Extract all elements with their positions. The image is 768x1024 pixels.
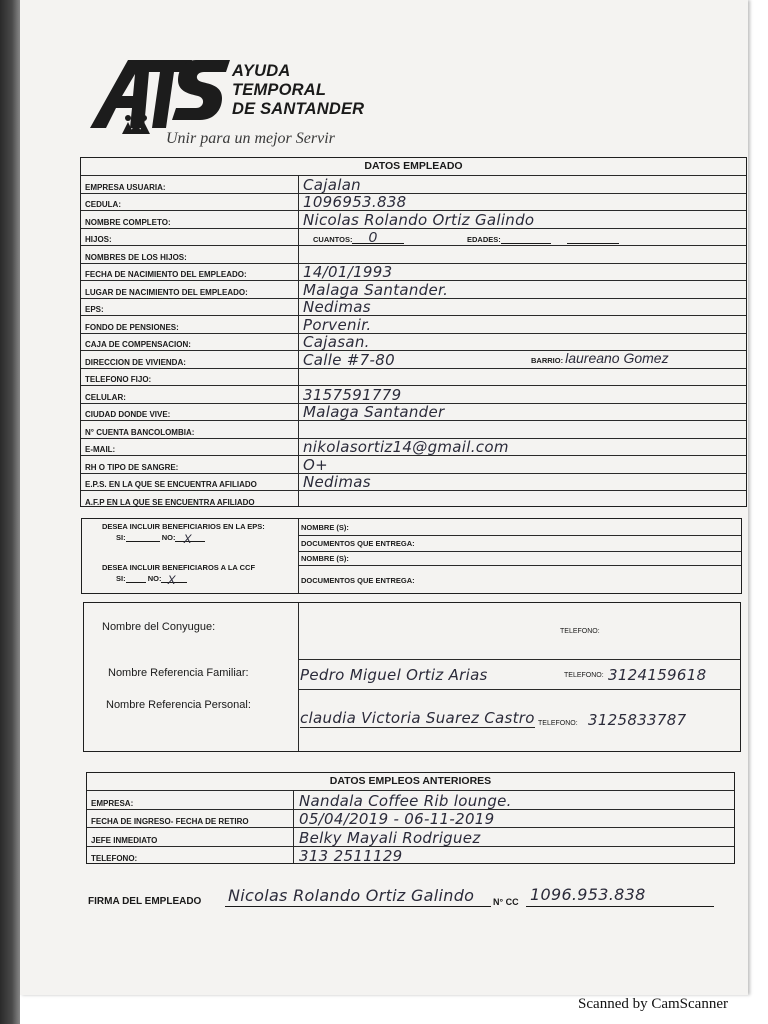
cuantos-value: 0 — [368, 229, 377, 246]
edades-field-2[interactable] — [567, 243, 619, 244]
employee-field-label: CIUDAD DONDE VIVE: — [85, 410, 171, 419]
previous-job-field-value: 313 2511129 — [299, 847, 403, 865]
conyugue-telefono-label: TELEFONO: — [560, 628, 600, 635]
employee-field-row[interactable] — [81, 245, 746, 264]
employee-field-row[interactable] — [81, 280, 746, 299]
personal-telefono-label: TELEFONO: — [538, 720, 578, 727]
employee-field-label: CEDULA: — [85, 200, 121, 209]
employee-field-value: nikolasortiz14@gmail.com — [303, 438, 509, 456]
employee-field-row[interactable] — [81, 210, 746, 229]
previous-job-field-label: TELEFONO: — [91, 854, 138, 863]
conyugue-field[interactable] — [298, 603, 740, 660]
eps-no-field[interactable] — [175, 532, 205, 546]
employee-field-value: Calle #7-80 — [303, 350, 395, 369]
employee-field-label: TELEFONO FIJO: — [85, 375, 152, 384]
eps-si-no — [116, 532, 205, 546]
employee-field-value: Malaga Santander — [303, 403, 445, 421]
employee-field-row[interactable] — [81, 193, 746, 212]
ccf-documentos-label: DOCUMENTOS QUE ENTREGA: — [301, 576, 415, 585]
personal-telefono: 3125833787 — [588, 711, 687, 729]
previous-job-field-value: Nandala Coffee Rib lounge. — [299, 791, 512, 810]
edades-field-1[interactable] — [501, 243, 551, 244]
firma-row — [88, 880, 728, 910]
edades-label: EDADES: — [467, 235, 501, 244]
logo-line-3: DE SANTANDER — [232, 100, 365, 118]
previous-job-field-row[interactable] — [87, 790, 734, 810]
cc-value: 1096.953.838 — [530, 885, 646, 904]
personal-field[interactable] — [298, 689, 740, 751]
company-logo — [80, 56, 400, 156]
employee-field-value: 3157591779 — [303, 385, 402, 404]
employee-field-label: FECHA DE NACIMIENTO DEL EMPLEADO: — [85, 270, 247, 279]
beneficiarios-section — [81, 518, 742, 594]
employee-field-row[interactable] — [81, 490, 746, 508]
cuantos-field[interactable] — [352, 229, 404, 246]
employee-field-label: DIRECCION DE VIVIENDA: — [85, 357, 186, 367]
employee-field-label: NOMBRE COMPLETO: — [85, 217, 171, 227]
employee-field-row[interactable] — [81, 403, 746, 422]
ccf-nombres-row[interactable] — [298, 551, 741, 566]
barrio-value[interactable]: laureano Gomez — [565, 349, 669, 366]
previous-job-field-label: EMPRESA: — [91, 798, 134, 808]
form-page — [20, 0, 748, 995]
employee-field-row[interactable] — [81, 175, 746, 194]
previous-job-field-row[interactable] — [87, 809, 734, 829]
employee-field-label: NOMBRES DE LOS HIJOS: — [85, 252, 187, 262]
employee-field-value: Malaga Santander. — [303, 280, 449, 299]
employee-field-row[interactable] — [81, 473, 746, 492]
employee-field-value: O+ — [303, 455, 328, 474]
employee-field-value: 14/01/1993 — [303, 263, 393, 281]
datos-empleado-section — [80, 157, 747, 507]
employee-field-value: Cajasan. — [303, 333, 370, 351]
datos-empleado-title: DATOS EMPLEADO — [81, 158, 746, 176]
familiar-name: Pedro Miguel Ortiz Arias — [300, 666, 488, 684]
employee-field-row[interactable] — [81, 263, 746, 282]
eps-nombres-row[interactable] — [298, 519, 741, 536]
employee-field-row[interactable] — [81, 420, 746, 439]
employee-field-value: Nedimas — [303, 473, 371, 491]
ccf-si-no — [116, 573, 187, 587]
ccf-nombres-label: NOMBRE (S): — [301, 554, 349, 563]
previous-job-field-row[interactable] — [87, 827, 734, 847]
ccf-no-mark: X — [167, 573, 176, 587]
familiar-label: Nombre Referencia Familiar: — [108, 667, 249, 679]
firma-line[interactable] — [225, 906, 491, 907]
barrio-label: BARRIO: — [531, 355, 564, 365]
ccf-no-field[interactable] — [161, 573, 187, 587]
logo-wordmark — [232, 62, 364, 119]
cc-label: N° CC — [493, 897, 519, 907]
personal-label: Nombre Referencia Personal: — [106, 699, 251, 711]
employee-field-label: EMPRESA USUARIA: — [85, 182, 166, 192]
employee-field-row[interactable] — [81, 333, 746, 352]
ccf-beneficiarios-question: DESEA INCLUIR BENEFICIAROS A LA CCF — [102, 563, 256, 572]
previous-job-field-row[interactable] — [87, 846, 734, 865]
referencias-section — [83, 602, 741, 752]
eps-si-label: SI: — [116, 533, 126, 542]
employee-field-row[interactable] — [81, 385, 746, 404]
employee-field-label: CELULAR: — [85, 392, 126, 402]
cc-line[interactable] — [526, 906, 714, 907]
employee-field-label: E-MAIL: — [85, 445, 116, 454]
employee-field-row[interactable] — [81, 455, 746, 474]
employee-field-row[interactable] — [81, 315, 746, 334]
ccf-documentos-row[interactable] — [298, 565, 741, 593]
employee-field-value: 1096953.838 — [303, 193, 407, 211]
employee-field-value: Nedimas — [303, 298, 371, 316]
previous-job-field-label: FECHA DE INGRESO- FECHA DE RETIRO — [91, 817, 249, 826]
personal-name: claudia Victoria Suarez Castro — [300, 709, 535, 727]
employee-field-row[interactable] — [81, 350, 746, 369]
ccf-no-label: NO: — [147, 574, 162, 583]
previous-job-field-value: 05/04/2019 - 06-11-2019 — [299, 810, 495, 828]
camscanner-watermark: Scanned by CamScanner — [578, 996, 728, 1012]
employee-field-value: Nicolas Rolando Ortiz Galindo — [303, 210, 535, 229]
familiar-telefono: 3124159618 — [608, 666, 707, 684]
empleos-anteriores-title: DATOS EMPLEOS ANTERIORES — [87, 773, 734, 791]
logo-line-2: TEMPORAL — [232, 81, 327, 99]
eps-no-label: NO: — [161, 533, 176, 542]
logo-line-1: AYUDA — [232, 62, 291, 80]
employee-field-value: Cajalan — [303, 175, 361, 194]
familiar-telefono-label: TELEFONO: — [564, 672, 604, 679]
familiar-field[interactable] — [298, 659, 740, 690]
employee-field-label: A.F.P EN LA QUE SE ENCUENTRA AFILIADO — [85, 497, 255, 507]
ccf-si-label: SI: — [116, 574, 126, 583]
barrio — [531, 350, 669, 366]
empleos-anteriores-section — [86, 772, 735, 864]
scan-edge-shadow — [0, 0, 20, 1024]
employee-field-row[interactable] — [81, 438, 746, 457]
previous-job-field-value: Belky Mayali Rodriguez — [299, 828, 481, 847]
ats-logo-mark — [80, 56, 230, 136]
employee-field-label: E.P.S. EN LA QUE SE ENCUENTRA AFILIADO — [85, 480, 257, 489]
employee-field-row[interactable] — [81, 298, 746, 317]
firma-label: FIRMA DEL EMPLEADO — [88, 896, 202, 907]
hijos-edades — [467, 235, 619, 244]
employee-field-label: N° CUENTA BANCOLOMBIA: — [85, 427, 195, 437]
eps-nombres-label: NOMBRE (S): — [301, 523, 349, 532]
employee-field-label: RH O TIPO DE SANGRE: — [85, 462, 179, 472]
employee-field-value: Porvenir. — [303, 315, 372, 334]
employee-field-label: FONDO DE PENSIONES: — [85, 322, 179, 332]
employee-field-row[interactable] — [81, 228, 746, 247]
eps-si-field[interactable] — [126, 541, 160, 542]
employee-field-label: EPS: — [85, 305, 104, 314]
eps-beneficiarios-question: DESEA INCLUIR BENEFICIARIOS EN LA EPS: — [102, 522, 265, 531]
hijos-cuantos — [313, 229, 404, 246]
employee-field-label: LUGAR DE NACIMIENTO DEL EMPLEADO: — [85, 287, 248, 297]
employee-field-label: HIJOS: — [85, 235, 112, 244]
eps-no-mark: X — [183, 532, 192, 546]
ccf-si-field[interactable] — [126, 582, 146, 583]
previous-job-field-label: JEFE INMEDIATO — [91, 835, 158, 845]
eps-documentos-row[interactable] — [298, 535, 741, 552]
cuantos-label: CUANTOS: — [313, 235, 353, 244]
employee-field-row[interactable] — [81, 368, 746, 387]
eps-documentos-label: DOCUMENTOS QUE ENTREGA: — [301, 539, 415, 548]
logo-slogan: Unir para un mejor Servir — [166, 130, 335, 147]
conyugue-label: Nombre del Conyugue: — [102, 621, 216, 633]
employee-field-label: CAJA DE COMPENSACION: — [85, 340, 191, 349]
firma-signature: Nicolas Rolando Ortiz Galindo — [228, 886, 475, 905]
